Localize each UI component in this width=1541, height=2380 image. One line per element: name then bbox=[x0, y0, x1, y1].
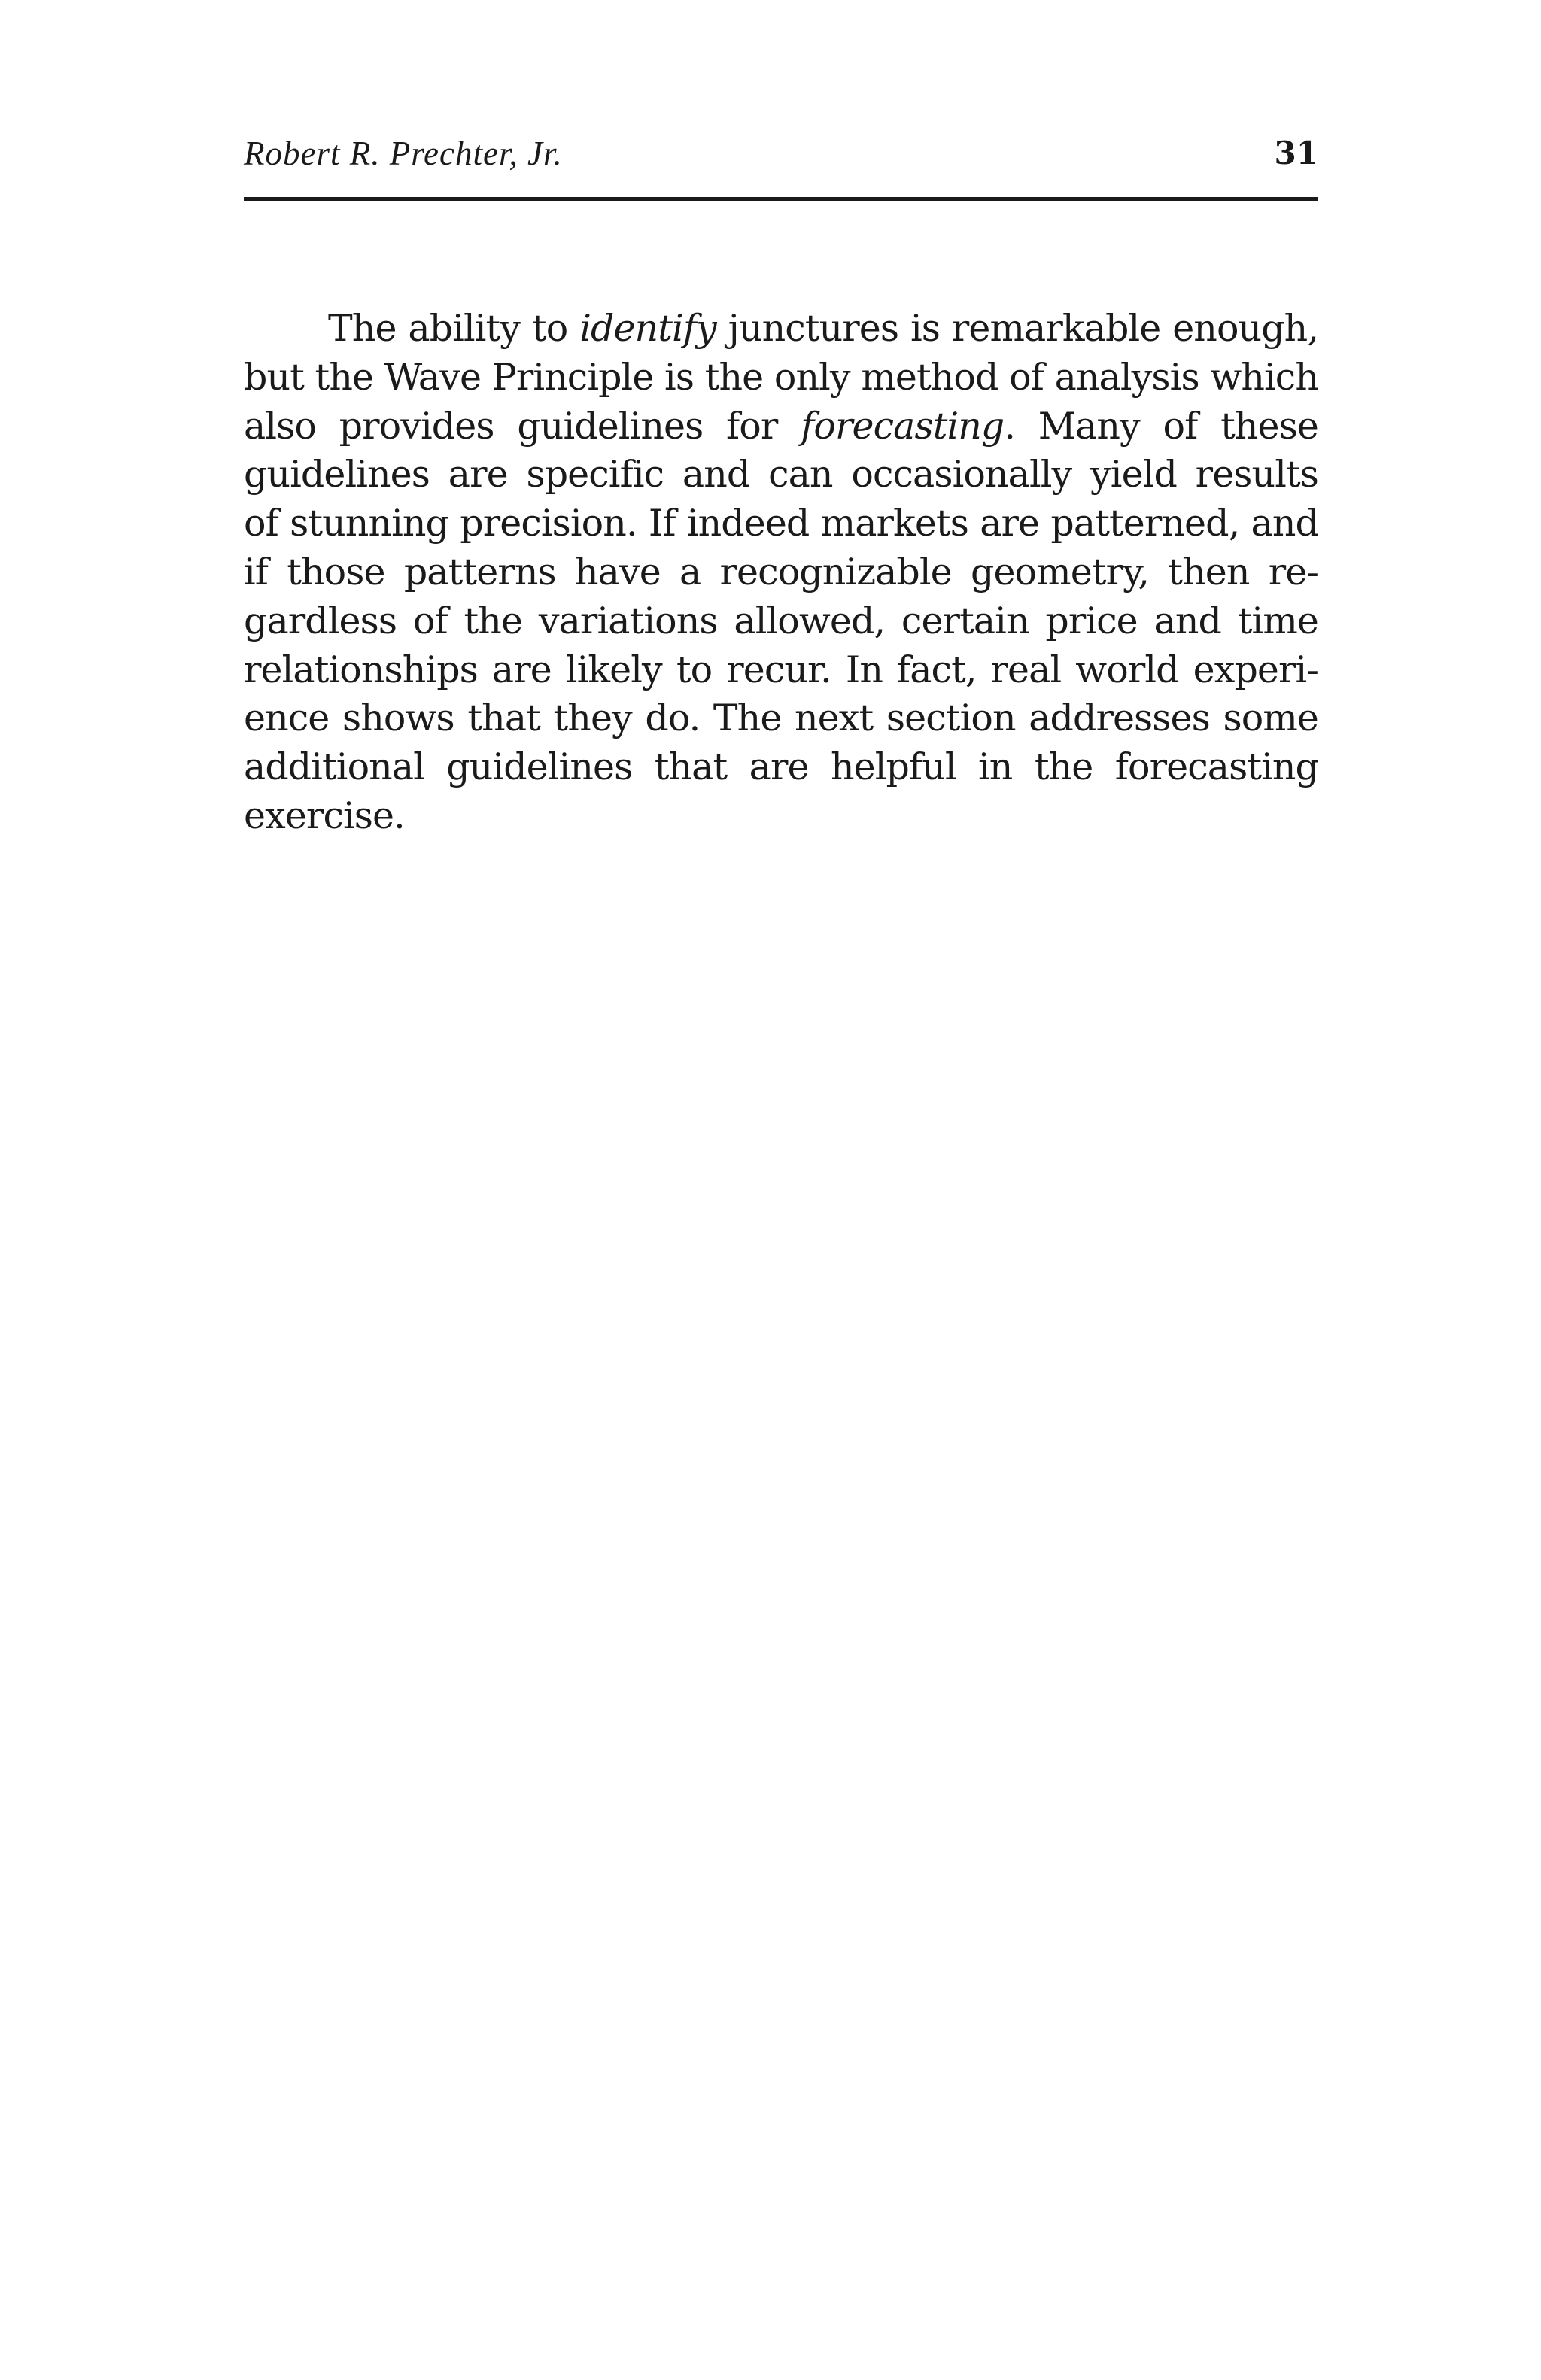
header-rule bbox=[244, 197, 1318, 201]
paragraph-line-4: guidelines are specific and can occasionally yield results bbox=[244, 453, 1318, 496]
paragraph-line-3 bbox=[244, 402, 1318, 451]
paragraph-line-1 bbox=[244, 305, 1318, 354]
page-number: 31 bbox=[1274, 135, 1318, 172]
author-name: Robert R. Prechter, Jr. bbox=[244, 135, 563, 172]
running-head bbox=[244, 131, 1318, 176]
line-1-text-after: junctures is remarkable enough, bbox=[716, 307, 1319, 350]
identify-emphasis: identify bbox=[579, 307, 716, 350]
paragraph-line-9: ence shows that they do. The next section addresses some bbox=[244, 697, 1318, 740]
line-3-text-before: also provides guidelines for bbox=[244, 404, 801, 448]
paragraph-line-11: exercise. bbox=[244, 794, 405, 837]
body-paragraph bbox=[244, 305, 1318, 841]
paragraph-line-6: if those patterns have a recognizable geometry, then re- bbox=[244, 550, 1318, 593]
paragraph-line-10: additional guidelines that are helpful in the forecasting bbox=[244, 745, 1318, 789]
paragraph-line-2: but the Wave Principle is the only method of analysis which bbox=[244, 355, 1318, 399]
forecasting-emphasis: forecasting bbox=[801, 404, 1005, 448]
line-1-text-before: The ability to bbox=[328, 307, 580, 350]
paragraph-line-5: of stunning precision. If indeed markets are patterned, and bbox=[244, 502, 1318, 545]
line-3-text-after: . Many of these bbox=[1004, 404, 1318, 448]
paragraph-line-8: relationships are likely to recur. In fact, real world experi- bbox=[244, 648, 1318, 691]
paragraph-line-7: gardless of the variations allowed, certain price and time bbox=[244, 599, 1318, 642]
